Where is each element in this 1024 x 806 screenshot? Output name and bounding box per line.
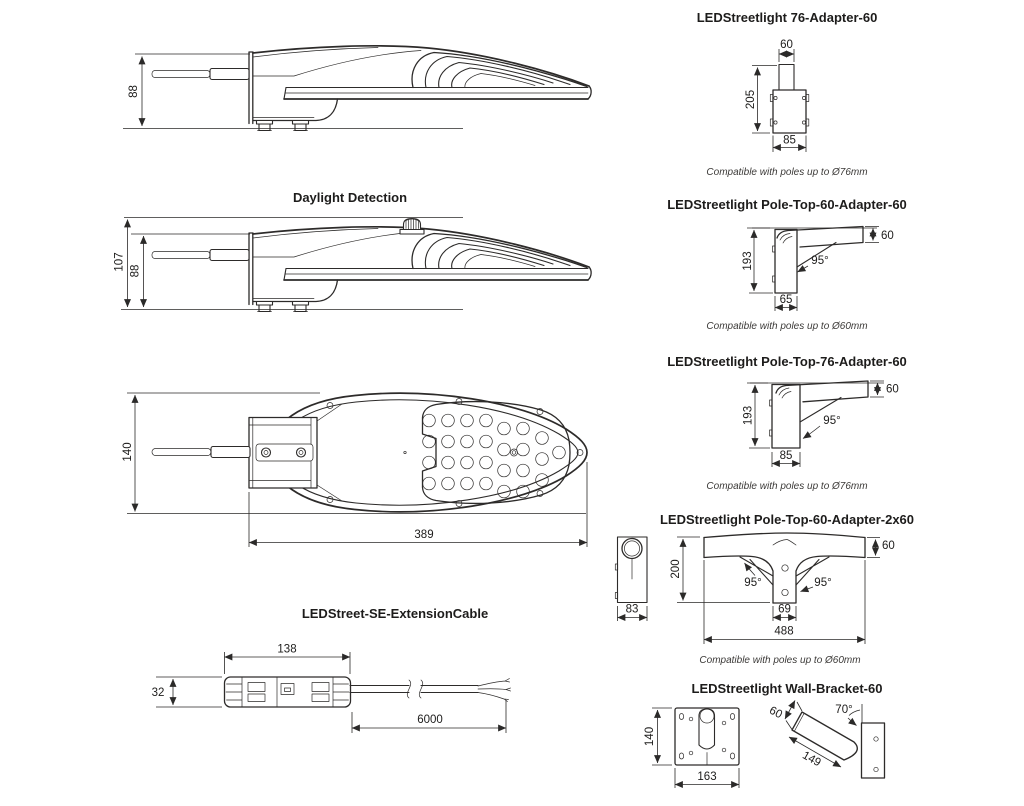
pole-top-2x60-title: LEDStreetlight Pole-Top-60-Adapter-2x60 — [659, 512, 915, 527]
daylight-title: Daylight Detection — [292, 190, 408, 205]
pole-top-2x60-side-dimension: 83 — [625, 603, 639, 616]
daylight-sensor-icon — [400, 219, 424, 235]
connector-diameter-dimension: 32 — [151, 687, 165, 699]
top-length-dimension: 389 — [414, 529, 434, 541]
pole-top-2x60-height-dimension: 200 — [670, 559, 682, 579]
pole-top-76-title: LEDStreetlight Pole-Top-76-Adapter-60 — [667, 354, 907, 369]
extension-cable-view — [152, 606, 511, 733]
pole-top-76-adapter — [667, 354, 907, 492]
adapter-76-60 — [697, 10, 878, 178]
wall-bracket-angle-dimension: 70° — [835, 704, 853, 716]
adapter-76-top-dimension: 60 — [780, 39, 793, 51]
daylight-detection-view — [114, 190, 592, 312]
pole-top-60-arm-dimension: 60 — [881, 230, 894, 242]
wall-bracket-title: LEDStreetlight Wall-Bracket-60 — [691, 681, 883, 696]
pole-top-2x60-side-view — [615, 537, 647, 621]
wall-bracket-height-dimension: 140 — [644, 726, 656, 747]
adapter-76-caption: Compatible with poles up to Ø76mm — [706, 167, 868, 178]
cable-line — [350, 679, 511, 702]
mounting-bracket — [249, 418, 317, 489]
adapter-76-60-title: LEDStreetlight 76-Adapter-60 — [696, 10, 878, 25]
pole-top-76-width-dimension: 85 — [779, 450, 793, 462]
pole-top-2x60-center-dimension: 69 — [778, 603, 791, 616]
top-view — [122, 393, 587, 547]
pole-top-2x60-angle-left-dimension: 95° — [744, 577, 762, 589]
pole-top-60-title: LEDStreetlight Pole-Top-60-Adapter-60 — [667, 197, 907, 212]
pole-top-2x60-caption: Compatible with poles up to Ø60mm — [699, 655, 861, 666]
cable-connector — [225, 677, 351, 707]
wall-bracket — [644, 681, 885, 788]
extension-cable-title: LEDStreet-SE-ExtensionCable — [301, 606, 489, 621]
pole-top-2x60-angle-right-dimension: 95° — [814, 577, 832, 589]
pole-top-60-caption: Compatible with poles up to Ø60mm — [706, 321, 868, 332]
daylight-body-height-dimension: 88 — [129, 264, 142, 278]
pole-top-2x60-adapter — [615, 512, 914, 666]
side-view — [123, 46, 591, 131]
pole-top-60-height-dimension: 193 — [742, 251, 754, 271]
wall-bracket-side-view — [767, 701, 884, 779]
pole-top-60-width-dimension: 65 — [779, 294, 793, 306]
wall-bracket-tube-dimension: 60 — [767, 704, 784, 722]
pole-top-2x60-span-dimension: 488 — [774, 625, 794, 638]
side-height-dimension: 88 — [128, 85, 140, 98]
wall-bracket-width-dimension: 163 — [697, 771, 717, 783]
cable-length-dimension: 6000 — [417, 714, 443, 726]
top-width-dimension: 140 — [122, 442, 134, 462]
pole-top-76-caption: Compatible with poles up to Ø76mm — [706, 481, 868, 492]
connector-length-dimension: 138 — [277, 643, 297, 656]
pole-top-2x60-arm-dimension: 60 — [882, 540, 895, 552]
adapter-76-bottom-dimension: 85 — [783, 134, 796, 147]
wall-bracket-length-dimension: 149 — [800, 749, 823, 770]
pole-top-60-angle-dimension: 95° — [811, 255, 829, 267]
pole-top-76-angle-dimension: 95° — [823, 415, 841, 427]
pole-top-76-arm-dimension: 60 — [886, 383, 899, 396]
pole-top-76-height-dimension: 193 — [742, 405, 755, 426]
adapter-76-height-dimension: 205 — [745, 89, 757, 110]
daylight-total-height-dimension: 107 — [113, 252, 126, 272]
pole-top-60-adapter — [667, 197, 907, 332]
wall-bracket-front-view — [644, 708, 739, 788]
housing-screws — [327, 399, 583, 507]
